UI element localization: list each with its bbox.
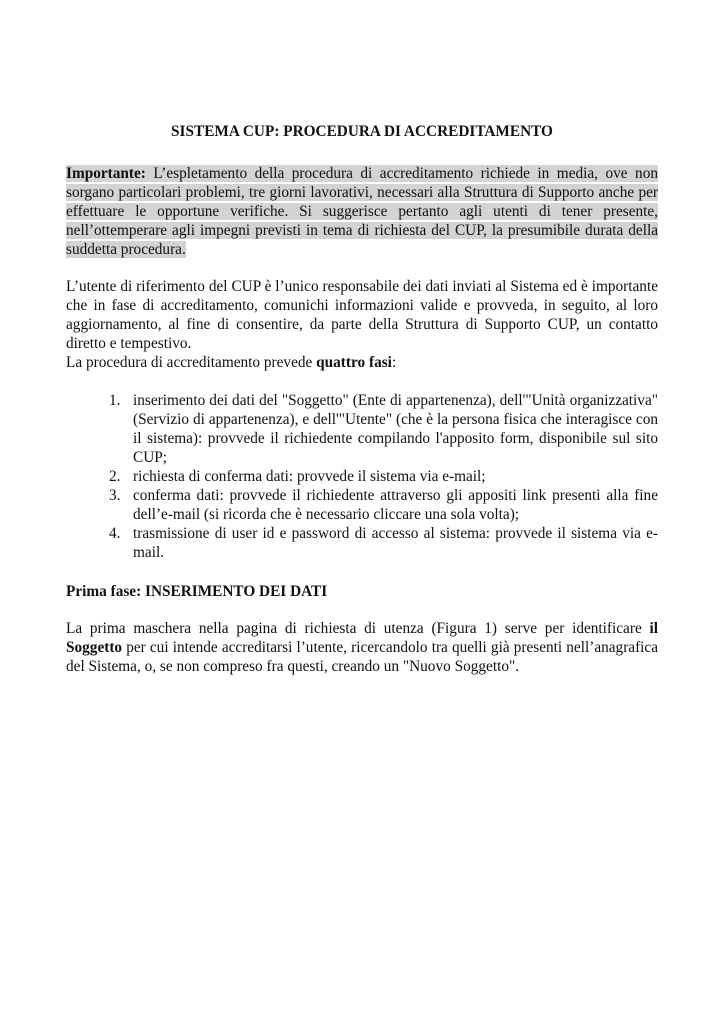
step-text: conferma dati: provvede il richiedente attraverso gli appositi link presenti alla fine dell’e-mail (si ricorda che è necessario cliccare una sola volta);: [133, 487, 658, 523]
step-number: 3.: [109, 487, 121, 504]
section-heading: Prima fase: INSERIMENTO DEI DATI: [66, 583, 328, 600]
step-text: trasmissione di user id e password di accesso al sistema: provvede il sistema via e-mail.: [133, 525, 658, 561]
procedura-intro-text: La procedura di accreditamento prevede: [66, 354, 317, 371]
important-label: Importante:: [66, 165, 146, 182]
important-paragraph: [66, 164, 658, 259]
step-text: richiesta di conferma dati: provvede il sistema via e-mail;: [133, 468, 486, 485]
prima-fase-bold: il Soggetto: [66, 620, 658, 656]
prima-fase-text-end: per cui intende accreditarsi l’utente, ricercandolo tra quelli già presenti nell’anagrafica del Sistema, o, se non compreso fra questi, creando un "Nuovo Soggetto".: [66, 639, 658, 675]
step-text: inserimento dei dati del "Soggetto" (Ente di appartenenza), dell'"Unità organizzativa" (Servizio di appartenenza), e dell'"Utente" (che è la persona fisica che interagisce con il sistema): provvede il richiedente compilando l'apposito form, disponibile sul sito CUP;: [133, 392, 658, 466]
important-highlight: [66, 165, 658, 258]
step-number: 2.: [109, 468, 121, 485]
procedura-intro: [66, 353, 658, 372]
list-item: [109, 391, 658, 467]
step-number: 1.: [109, 392, 121, 409]
important-text: L’espletamento della procedura di accreditamento richiede in media, ove non sorgano particolari problemi, tre giorni lavorativi, necessari alla Struttura di Supporto anche per effettuare le opportune verifiche. Si suggerisce pertanto agli utenti di tener presente, nell’ottemperare agli impegni previsti in tema di richiesta del CUP, la presumibile durata della suddetta procedura.: [66, 165, 658, 258]
list-item: [109, 467, 658, 486]
prima-fase-paragraph: [66, 619, 658, 676]
steps-list: [66, 391, 658, 562]
procedura-intro-colon: :: [391, 354, 397, 371]
document-page: [66, 122, 658, 676]
utente-paragraph: L’utente di riferimento del CUP è l’unico responsabile dei dati inviati al Sistema ed è importante che in fase di accreditamento, comunichi informazioni valide e provveda, in seguito, al loro aggiornamento, al fine di consentire, da parte della Struttura di Supporto CUP, un contatto diretto e tempestivo.: [66, 278, 658, 352]
document-title: SISTEMA CUP: PROCEDURA DI ACCREDITAMENTO: [171, 123, 553, 140]
list-item: [109, 524, 658, 562]
procedura-intro-bold: quattro fasi: [316, 354, 392, 371]
step-number: 4.: [109, 525, 121, 542]
prima-fase-text: La prima maschera nella pagina di richiesta di utenza (Figura 1) serve per identificare: [66, 620, 650, 637]
list-item: [109, 486, 658, 524]
